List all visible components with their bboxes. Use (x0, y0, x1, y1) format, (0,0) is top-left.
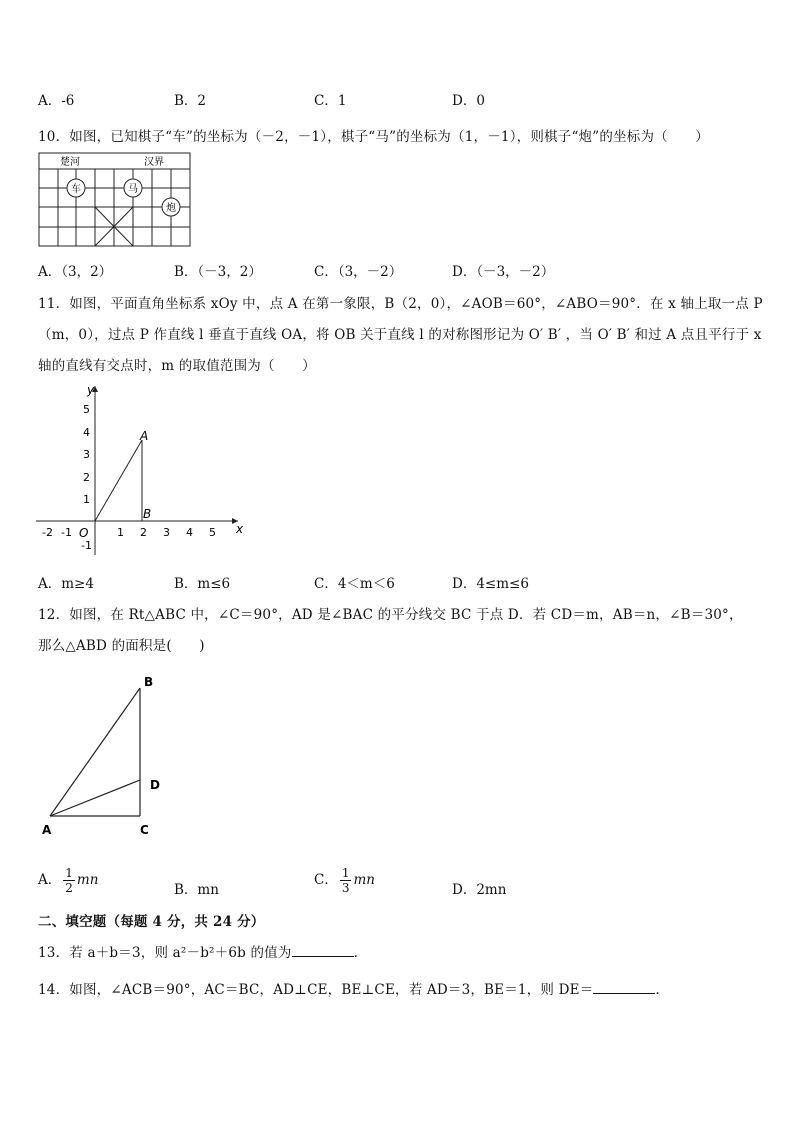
q9-option-c: C．1 (314, 93, 347, 109)
vertex-c-label: C (140, 823, 149, 837)
q11-stem-line1: 11．如图，平面直角坐标系 xOy 中，点 A 在第一象限，B（2，0），∠AOB＝60°，∠ABO＝90°．在 x 轴上取一点 P (38, 296, 763, 312)
point-a-label: A (140, 429, 149, 443)
q10-chess-board (38, 152, 192, 252)
svg-text:1: 1 (117, 526, 124, 539)
q10-option-b: B．（－3，2） (174, 264, 262, 280)
q14-answer-blank[interactable] (593, 981, 655, 994)
vertex-b-label: B (144, 675, 154, 689)
q9-option-a: A．-6 (38, 93, 75, 109)
q12-stem-line1: 12．如图，在 Rt△ABC 中，∠C＝90°，AD 是∠BAC 的平分线交 BC 于点 D．若 CD＝m，AB＝n，∠B＝30°， (38, 607, 743, 623)
q9-option-d: D．0 (452, 93, 485, 109)
vertex-d-label: D (150, 778, 160, 792)
q11-coordinate-graph (30, 380, 252, 564)
q12-option-b: B．mn (174, 882, 219, 898)
q10-option-c: C．（3，－2） (314, 264, 403, 280)
q10-stem: 10．如图，已知棋子“车”的坐标为（－2，－1），棋子“马”的坐标为（1，－1），则棋子“炮”的坐标为（ ） (38, 129, 709, 145)
q12-stem-line2: 那么△ABD 的面积是( ) (38, 638, 205, 654)
x-axis-label: x (236, 522, 244, 536)
svg-text:1: 1 (83, 493, 90, 506)
q11-option-d: D．4≤m≤6 (452, 576, 529, 592)
q13-answer-blank[interactable] (292, 944, 354, 957)
q11-option-b: B．m≤6 (174, 576, 231, 592)
svg-text:-1: -1 (61, 526, 72, 539)
q12-option-a: A． $\frac{1}{2}$ mn (38, 866, 99, 895)
q11-option-a: A．m≥4 (38, 576, 94, 592)
svg-text:车: 车 (71, 184, 81, 195)
svg-text:-1: -1 (81, 539, 92, 552)
point-b-label: B (143, 507, 152, 521)
q11-stem-line3: 轴的直线有交点时，m 的取值范围为（ ） (38, 358, 316, 374)
section-2-title: 二、填空题（每题 4 分，共 24 分） (38, 914, 265, 930)
x-tick-labels (42, 526, 216, 539)
svg-text:-2: -2 (42, 526, 53, 539)
svg-text:炮: 炮 (166, 203, 176, 214)
svg-text:3: 3 (163, 526, 170, 539)
q14-stem: 14．如图，∠ACB＝90°，AC＝BC，AD⊥CE，BE⊥CE，若 AD＝3，BE＝1，则 DE＝ . (38, 982, 660, 998)
triangle-oab (95, 440, 142, 521)
svg-text:4: 4 (186, 526, 193, 539)
board-label-right: 汉界 (144, 157, 164, 168)
svg-text:2: 2 (140, 526, 147, 539)
svg-text:3: 3 (83, 448, 90, 461)
y-axis-label: y (87, 383, 95, 397)
chess-piece-che (67, 179, 85, 197)
q12-option-d: D．2mn (452, 882, 507, 898)
svg-text:2: 2 (83, 471, 90, 484)
chess-piece-pao (162, 198, 180, 216)
q9-option-b: B．2 (174, 93, 207, 109)
svg-text:马: 马 (128, 184, 138, 195)
svg-text:5: 5 (209, 526, 216, 539)
q10-option-a: A．（3，2） (38, 264, 113, 280)
q11-stem-line2: （m，0），过点 P 作直线 l 垂直于直线 OA，将 OB 关于直线 l 的对称图形记为 O′ B′ ，当 O′ B′ 和过 A 点且平行于 x (38, 327, 762, 343)
svg-text:4: 4 (83, 426, 90, 439)
svg-text:5: 5 (83, 403, 90, 416)
chess-piece-ma (124, 179, 142, 197)
origin-label: O (79, 526, 89, 540)
q13-stem: 13．若 a＋b＝3，则 a²－b²＋6b 的值为 . (38, 945, 359, 961)
vertex-a-label: A (42, 823, 52, 837)
q11-option-c: C．4＜m＜6 (314, 576, 395, 592)
q10-option-d: D．（－3，－2） (452, 264, 555, 280)
board-label-left: 楚河 (60, 157, 80, 168)
q12-option-c: C． $\frac{1}{3}$ mn (314, 866, 375, 895)
q12-triangle-figure (36, 668, 176, 852)
